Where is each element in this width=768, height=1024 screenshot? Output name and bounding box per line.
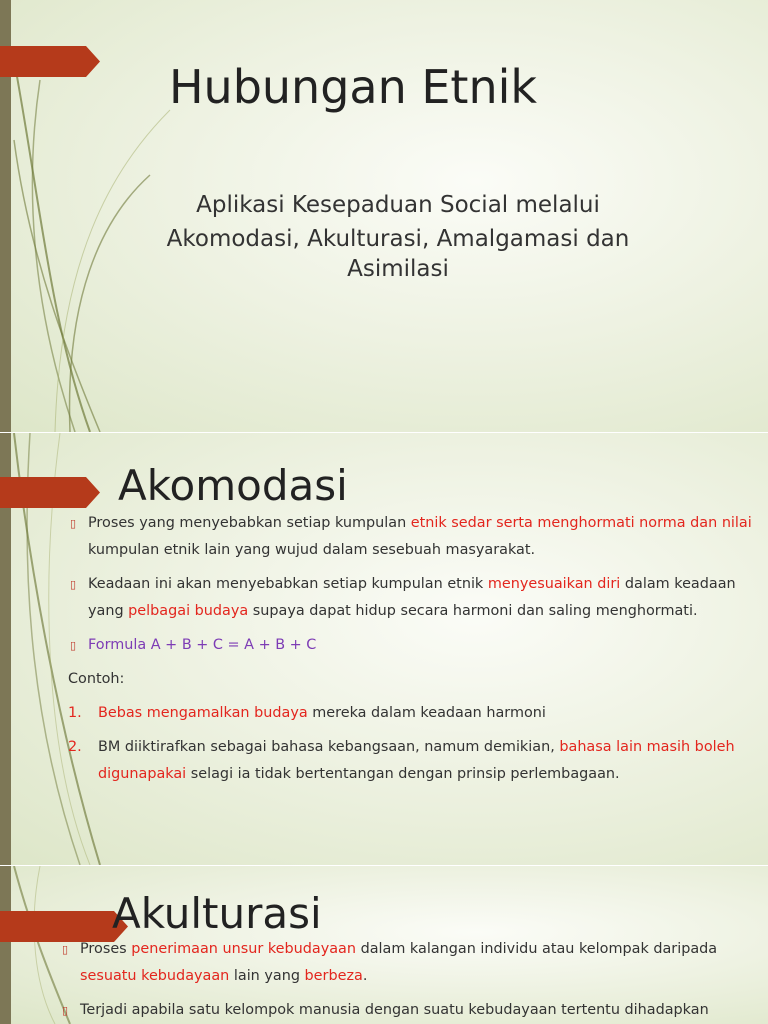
bullet-marker-icon: ▯ [70, 639, 77, 652]
highlight-text: berbeza [304, 968, 363, 984]
heading-akulturasi: Akulturasi [112, 889, 322, 938]
bullet-item [68, 632, 758, 659]
akulturasi-content [60, 936, 760, 1024]
heading-tab-marker [0, 477, 100, 508]
subtitle-line-1: Aplikasi Kesepaduan Social melalui [196, 192, 600, 218]
numbered-item [68, 700, 758, 727]
highlight-text: bahasa lain masih boleh digunapakai [98, 739, 735, 782]
bullet-text: dalam keadaan yang [88, 576, 736, 619]
highlight-text: sesuatu kebudayaan [80, 968, 230, 984]
presentation-subtitle [0, 188, 768, 284]
highlight-text: etnik sedar serta menghormati norma dan nilai [410, 515, 752, 531]
highlight-text: penerimaan unsur kebudayaan [131, 941, 356, 957]
bullet-text: Keadaan ini akan menyebabkan setiap kumpulan etnik [88, 576, 488, 592]
subtitle-line-3: Asimilasi [347, 256, 449, 282]
highlight-text: Bebas mengamalkan budaya [98, 705, 308, 721]
bullet-item [68, 571, 758, 625]
bullet-text: dalam kalangan individu atau kelompak daripada [356, 941, 718, 957]
formula-text: Formula A + B + C = A + B + C [88, 637, 317, 653]
bullet-marker-icon: ▯ [62, 943, 69, 956]
akomodasi-content [68, 510, 758, 795]
bullet-text: kumpulan etnik lain yang wujud dalam sesebuah masyarakat. [88, 542, 536, 558]
item-text: BM diiktirafkan sebagai bahasa kebangsaan, namum demikian, [98, 739, 560, 755]
bullet-text: lain yang [229, 968, 305, 984]
highlight-text: pelbagai budaya [128, 603, 249, 619]
bullet-text: supaya dapat hidup secara harmoni dan saling menghormati. [248, 603, 698, 619]
highlight-text: menyesuaikan diri [487, 576, 621, 592]
example-label: Contoh: [68, 671, 125, 687]
bullet-item [60, 936, 760, 990]
heading-akomodasi: Akomodasi [118, 461, 348, 510]
item-number: 2. [68, 739, 82, 755]
bullet-text: Proses yang menyebabkan setiap kumpulan [88, 515, 411, 531]
numbered-item [68, 734, 758, 788]
subtitle-line-2: Akomodasi, Akulturasi, Amalgamasi dan [166, 226, 630, 252]
bullet-text: . [362, 968, 368, 984]
item-text: selagi ia tidak bertentangan dengan prinsip perlembagaan. [186, 766, 620, 782]
bullet-marker-icon: ▯ [62, 1004, 69, 1017]
item-number: 1. [68, 705, 82, 721]
bullet-text: Proses [80, 941, 132, 957]
bullet-item [60, 997, 760, 1024]
presentation-title: Hubungan Etnik [168, 60, 538, 114]
bullet-text: Terjadi apabila satu kelompok manusia dengan suatu kebudayaan tertentu dihadapkan [80, 1002, 709, 1018]
bullet-marker-icon: ▯ [70, 578, 77, 591]
bullet-marker-icon: ▯ [70, 517, 77, 530]
bullet-item [68, 510, 758, 564]
slide-title [0, 0, 768, 432]
item-text: mereka dalam keadaan harmoni [307, 705, 546, 721]
